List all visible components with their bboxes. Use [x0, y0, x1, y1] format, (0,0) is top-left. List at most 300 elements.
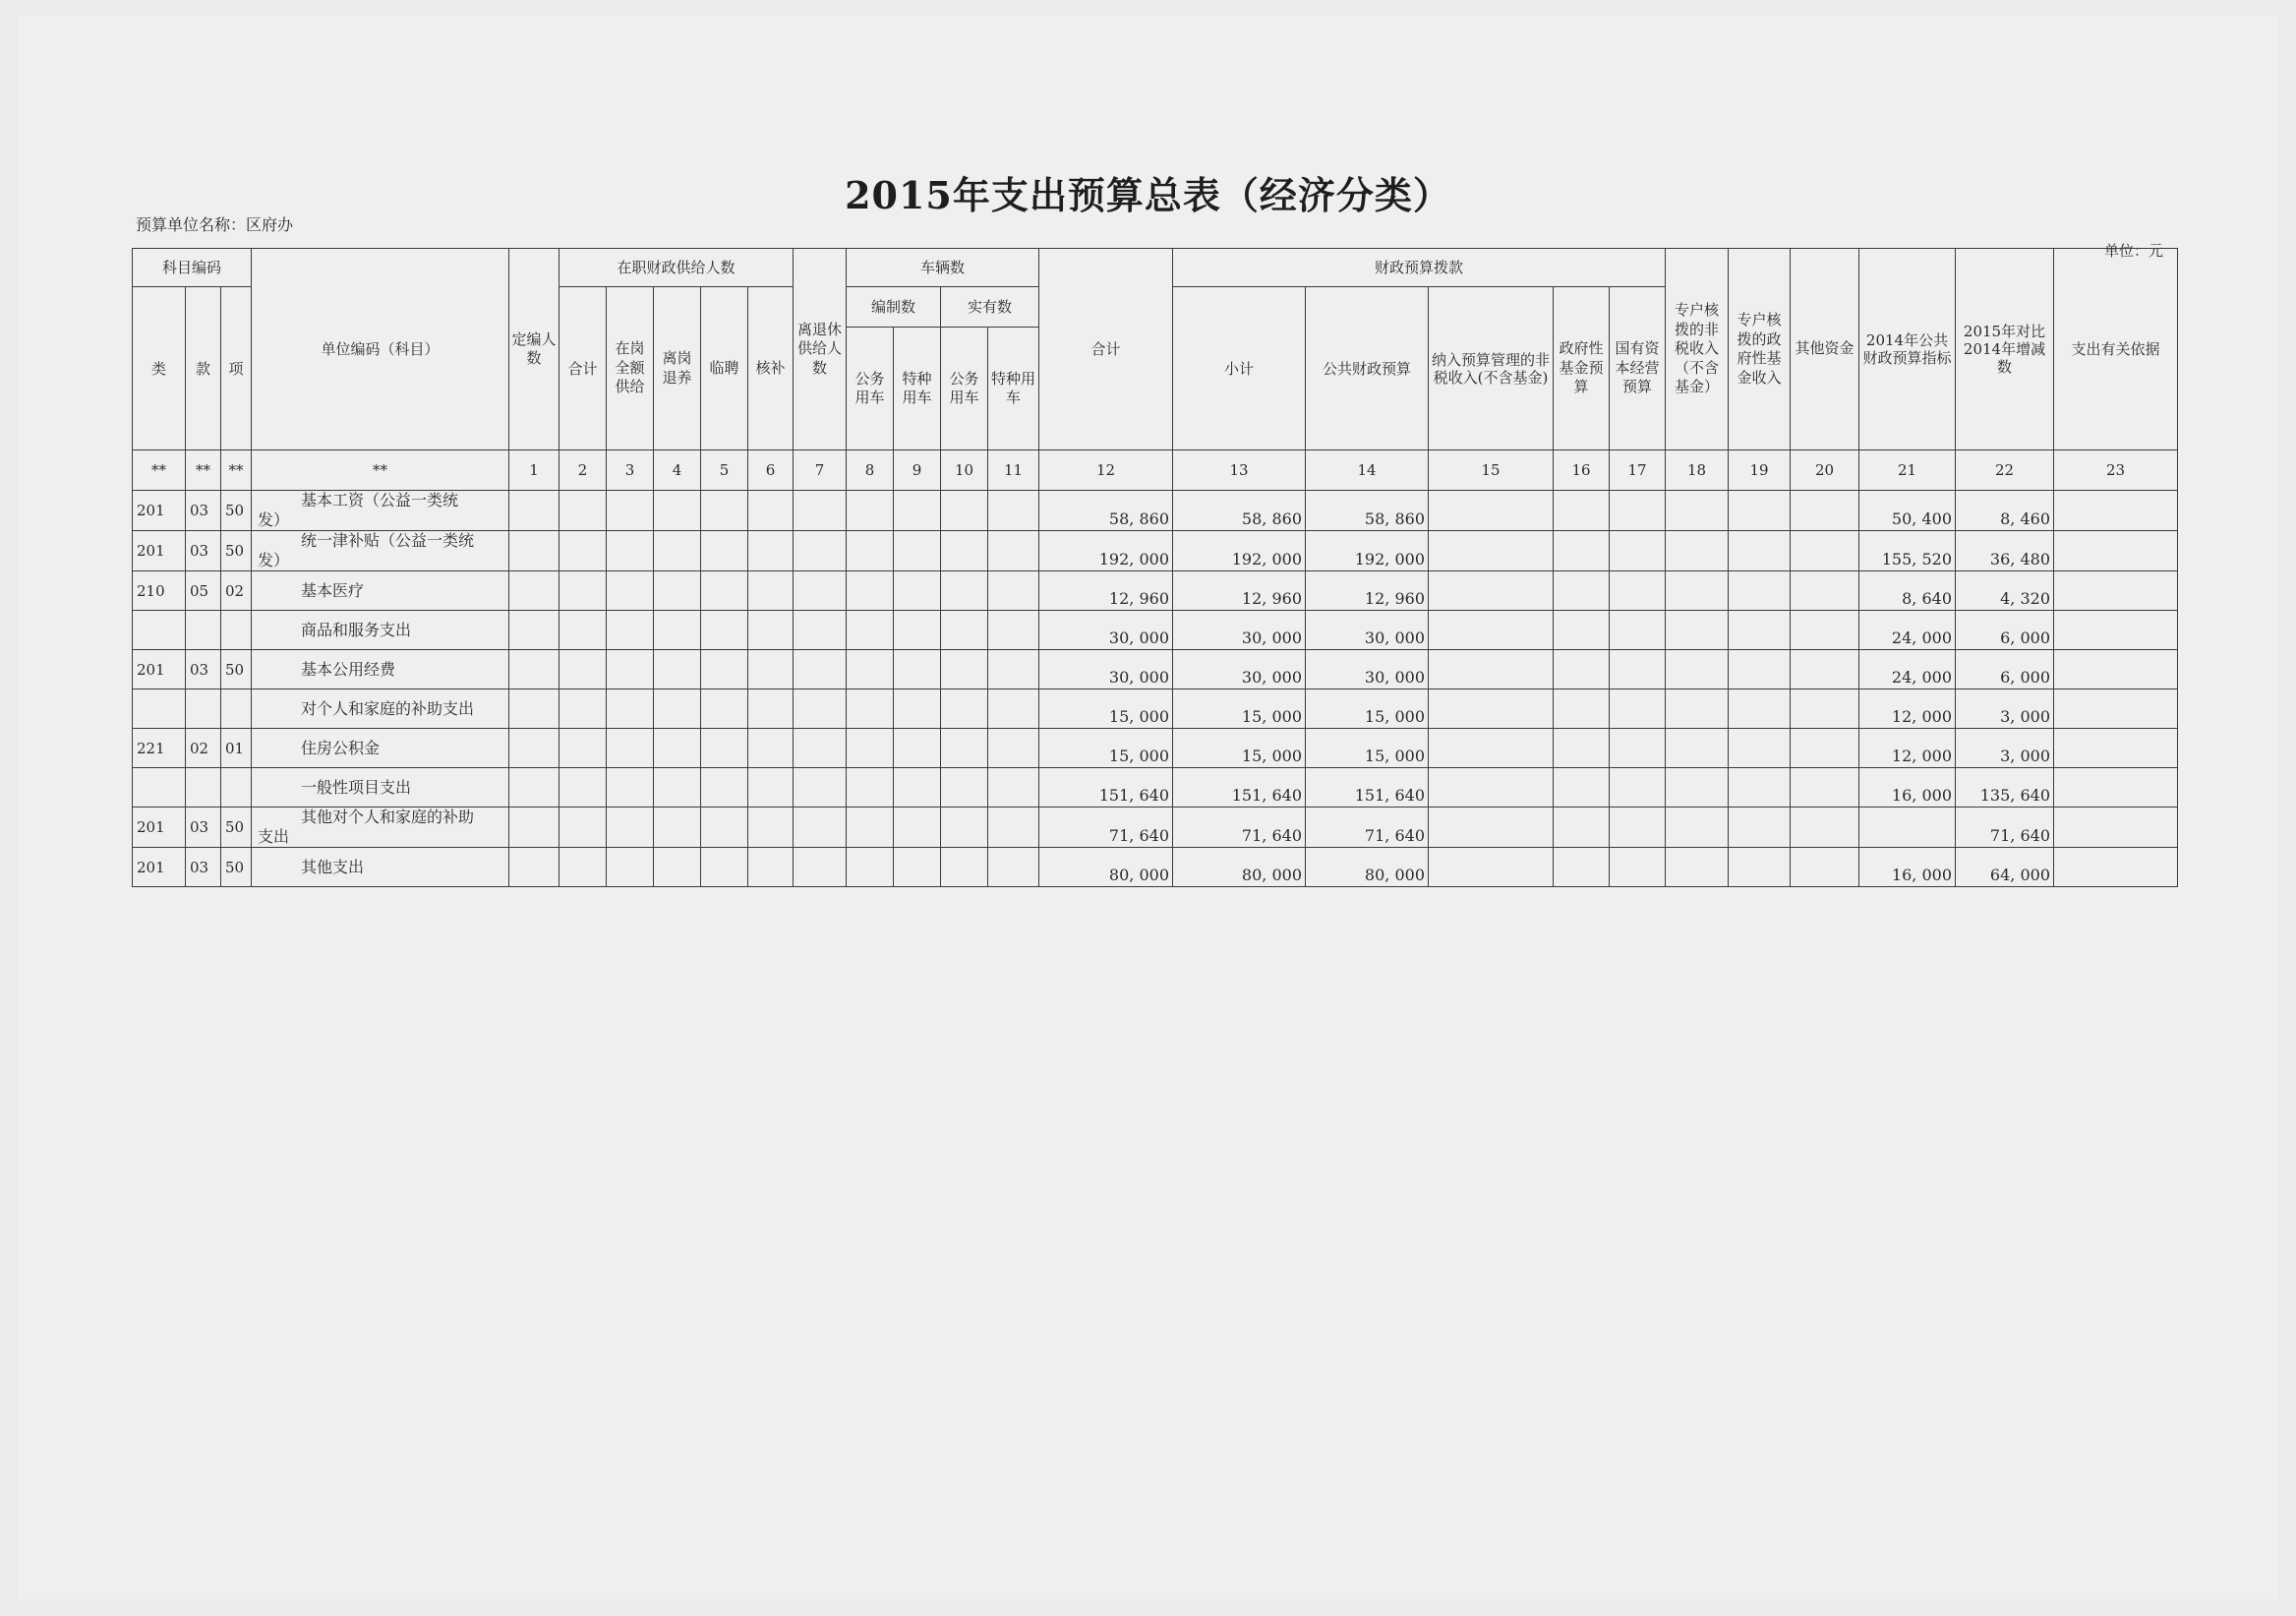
column-number: 22: [1956, 450, 2054, 491]
subtotal-cell: 71, 640: [1173, 808, 1306, 848]
subject-code-header: 科目编码: [133, 249, 252, 287]
fiscal-header: 财政预算拨款: [1173, 249, 1666, 287]
lei-cell: 201: [133, 531, 186, 571]
empty-cell: [1610, 491, 1666, 531]
table-row: [133, 768, 2178, 808]
xiang-cell: 02: [221, 571, 252, 611]
budget-2014-cell: 16, 000: [1859, 848, 1956, 887]
column-number: 9: [894, 450, 941, 491]
subtotal-cell: 15, 000: [1173, 729, 1306, 768]
empty-cell: [1666, 808, 1729, 848]
column-number: 2: [559, 450, 607, 491]
empty-cell: [559, 848, 607, 887]
column-number: 13: [1173, 450, 1306, 491]
empty-cell: [654, 491, 701, 531]
empty-cell: [1666, 611, 1729, 650]
basis-cell: [2054, 531, 2178, 571]
empty-cell: [1791, 729, 1859, 768]
change-2015-header: 2015年对比2014年增减数: [1956, 249, 2054, 450]
empty-cell: [894, 611, 941, 650]
empty-cell: [1610, 689, 1666, 729]
empty-cell: [1554, 768, 1610, 808]
column-number: 19: [1729, 450, 1791, 491]
empty-cell: [941, 650, 988, 689]
basis-cell: [2054, 768, 2178, 808]
empty-cell: [1666, 729, 1729, 768]
kuan-cell: 03: [186, 491, 221, 531]
empty-cell: [607, 729, 654, 768]
public-budget-cell: 58, 860: [1306, 491, 1429, 531]
column-number: 7: [794, 450, 847, 491]
empty-cell: [1666, 689, 1729, 729]
item-name-cell: [252, 848, 509, 887]
table-row: [133, 571, 2178, 611]
empty-cell: [1729, 571, 1791, 611]
on-duty-total-header: 合计: [559, 287, 607, 450]
empty-cell: [1791, 808, 1859, 848]
empty-cell: [894, 808, 941, 848]
empty-cell: [847, 729, 894, 768]
empty-cell: [748, 531, 794, 571]
empty-cell: [654, 768, 701, 808]
on-duty-full-header: 在岗全额供给: [607, 287, 654, 450]
empty-cell: [509, 768, 559, 808]
empty-cell: [847, 689, 894, 729]
empty-cell: [559, 531, 607, 571]
empty-cell: [607, 491, 654, 531]
empty-cell: [794, 689, 847, 729]
empty-cell: [988, 650, 1039, 689]
empty-cell: [1554, 531, 1610, 571]
empty-cell: [1791, 689, 1859, 729]
empty-cell: [509, 531, 559, 571]
public-budget-cell: 192, 000: [1306, 531, 1429, 571]
lei-cell: 201: [133, 491, 186, 531]
vehicles-header: 车辆数: [847, 249, 1039, 287]
public-budget-cell: 80, 000: [1306, 848, 1429, 887]
budget-2014-cell: 8, 640: [1859, 571, 1956, 611]
page-title: 2015年支出预算总表（经济分类）: [845, 173, 1451, 217]
empty-cell: [748, 808, 794, 848]
empty-cell: [1554, 571, 1610, 611]
lei-cell: 201: [133, 808, 186, 848]
subtotal-cell: 151, 640: [1173, 768, 1306, 808]
item-name-cell: [252, 491, 509, 531]
empty-cell: [1729, 611, 1791, 650]
empty-cell: [988, 571, 1039, 611]
public-budget-header: 公共财政预算: [1306, 287, 1429, 450]
budget-2014-cell: 50, 400: [1859, 491, 1956, 531]
change-2015-cell: 6, 000: [1956, 650, 2054, 689]
basis-cell: [2054, 611, 2178, 650]
empty-cell: [1554, 611, 1610, 650]
column-number: 4: [654, 450, 701, 491]
empty-cell: [559, 571, 607, 611]
kuan-header: 款: [186, 287, 221, 450]
empty-cell: [701, 729, 748, 768]
empty-cell: [847, 531, 894, 571]
actual-official-car-header: 公务用车: [941, 328, 988, 450]
empty-cell: [1554, 729, 1610, 768]
empty-cell: [988, 689, 1039, 729]
xiang-cell: 50: [221, 531, 252, 571]
empty-cell: [1729, 491, 1791, 531]
total-cell: 12, 960: [1039, 571, 1173, 611]
empty-cell: [1429, 729, 1554, 768]
empty-cell: [847, 808, 894, 848]
empty-cell: [894, 729, 941, 768]
empty-cell: [748, 729, 794, 768]
budget-unit-name: 预算单位名称：区府办: [136, 215, 294, 234]
table-row: [133, 531, 2178, 571]
on-duty-header: 在职财政供给人数: [559, 249, 794, 287]
gov-fund-header: 政府性基金预算: [1554, 287, 1610, 450]
lei-cell: 210: [133, 571, 186, 611]
empty-cell: [559, 491, 607, 531]
empty-cell: [748, 571, 794, 611]
empty-cell: [941, 611, 988, 650]
empty-cell: [1429, 531, 1554, 571]
basis-cell: [2054, 808, 2178, 848]
item-name: 住房公积金: [301, 738, 381, 757]
item-name: 一般性项目支出: [301, 777, 412, 797]
special-non-tax-header: 专户核拨的非税收入（不含基金）: [1666, 249, 1729, 450]
stars-cell: **: [133, 450, 186, 491]
empty-cell: [894, 848, 941, 887]
empty-cell: [988, 768, 1039, 808]
empty-cell: [509, 571, 559, 611]
empty-cell: [794, 848, 847, 887]
verify-subsidy-header: 核补: [748, 287, 794, 450]
kuan-cell: 02: [186, 729, 221, 768]
total-header: 合计: [1039, 249, 1173, 450]
empty-cell: [654, 808, 701, 848]
basis-header: 支出有关依据: [2054, 249, 2178, 450]
other-funds-header: 其他资金: [1791, 249, 1859, 450]
temp-hire-header: 临聘: [701, 287, 748, 450]
public-budget-cell: 151, 640: [1306, 768, 1429, 808]
empty-cell: [654, 611, 701, 650]
empty-cell: [1610, 650, 1666, 689]
empty-cell: [509, 689, 559, 729]
empty-cell: [559, 689, 607, 729]
empty-cell: [1791, 531, 1859, 571]
empty-cell: [509, 611, 559, 650]
empty-cell: [1729, 531, 1791, 571]
item-name-cell: [252, 531, 509, 571]
empty-cell: [748, 768, 794, 808]
quota-official-car-header: 公务用车: [847, 328, 894, 450]
change-2015-cell: 64, 000: [1956, 848, 2054, 887]
budget-2014-header: 2014年公共财政预算指标: [1859, 249, 1956, 450]
public-budget-cell: 15, 000: [1306, 729, 1429, 768]
subtotal-cell: 58, 860: [1173, 491, 1306, 531]
empty-cell: [794, 729, 847, 768]
item-name-cell: [252, 729, 509, 768]
empty-cell: [654, 531, 701, 571]
empty-cell: [941, 729, 988, 768]
stars-cell: **: [221, 450, 252, 491]
empty-cell: [1554, 689, 1610, 729]
empty-cell: [1666, 768, 1729, 808]
empty-cell: [988, 848, 1039, 887]
empty-cell: [654, 848, 701, 887]
empty-cell: [1554, 848, 1610, 887]
empty-cell: [847, 491, 894, 531]
basis-cell: [2054, 650, 2178, 689]
stars-cell: **: [252, 450, 509, 491]
empty-cell: [607, 808, 654, 848]
xiang-cell: 50: [221, 848, 252, 887]
empty-cell: [894, 650, 941, 689]
empty-cell: [607, 848, 654, 887]
empty-cell: [1610, 531, 1666, 571]
empty-cell: [1791, 571, 1859, 611]
change-2015-cell: 135, 640: [1956, 768, 2054, 808]
lei-cell: 221: [133, 729, 186, 768]
empty-cell: [748, 650, 794, 689]
empty-cell: [509, 491, 559, 531]
xiang-cell: [221, 768, 252, 808]
empty-cell: [1429, 768, 1554, 808]
public-budget-cell: 30, 000: [1306, 650, 1429, 689]
empty-cell: [748, 689, 794, 729]
budget-table: [132, 248, 2178, 887]
subtotal-header: 小计: [1173, 287, 1306, 450]
subtotal-cell: 192, 000: [1173, 531, 1306, 571]
lei-cell: [133, 689, 186, 729]
table-row: [133, 650, 2178, 689]
total-cell: 80, 000: [1039, 848, 1173, 887]
empty-cell: [1729, 650, 1791, 689]
change-2015-cell: 71, 640: [1956, 808, 2054, 848]
empty-cell: [941, 768, 988, 808]
budget-2014-cell: 24, 000: [1859, 650, 1956, 689]
empty-cell: [1791, 491, 1859, 531]
empty-cell: [607, 689, 654, 729]
change-2015-cell: 3, 000: [1956, 729, 2054, 768]
kuan-cell: [186, 611, 221, 650]
item-name-continued: 发）: [258, 510, 290, 529]
total-cell: 30, 000: [1039, 650, 1173, 689]
empty-cell: [988, 531, 1039, 571]
empty-cell: [654, 689, 701, 729]
empty-cell: [701, 848, 748, 887]
empty-cell: [941, 689, 988, 729]
unit-code-header: 单位编码（科目）: [252, 249, 509, 450]
column-number: 8: [847, 450, 894, 491]
item-name: 基本医疗: [301, 580, 365, 600]
item-name: 基本工资（公益一类统: [301, 491, 459, 509]
empty-cell: [941, 491, 988, 531]
retire-post-header: 离岗退养: [654, 287, 701, 450]
empty-cell: [654, 650, 701, 689]
empty-cell: [701, 768, 748, 808]
empty-cell: [607, 768, 654, 808]
column-number: 1: [509, 450, 559, 491]
subtotal-cell: 30, 000: [1173, 650, 1306, 689]
empty-cell: [701, 689, 748, 729]
lei-cell: 201: [133, 650, 186, 689]
empty-cell: [509, 808, 559, 848]
column-number: 20: [1791, 450, 1859, 491]
kuan-cell: 03: [186, 848, 221, 887]
subtotal-cell: 30, 000: [1173, 611, 1306, 650]
column-number: 21: [1859, 450, 1956, 491]
quota-special-car-header: 特种用车: [894, 328, 941, 450]
empty-cell: [1610, 848, 1666, 887]
empty-cell: [1729, 848, 1791, 887]
kuan-cell: [186, 768, 221, 808]
empty-cell: [1666, 650, 1729, 689]
budget-2014-cell: 12, 000: [1859, 689, 1956, 729]
empty-cell: [559, 808, 607, 848]
empty-cell: [794, 611, 847, 650]
table-row: [133, 808, 2178, 848]
special-fund-header: 专户核拨的政府性基金收入: [1729, 249, 1791, 450]
empty-cell: [1429, 611, 1554, 650]
item-name: 统一津补贴（公益一类统: [301, 531, 475, 550]
column-number: 6: [748, 450, 794, 491]
empty-cell: [988, 729, 1039, 768]
kuan-cell: 05: [186, 571, 221, 611]
empty-cell: [701, 491, 748, 531]
state-capital-header: 国有资本经营预算: [1610, 287, 1666, 450]
empty-cell: [847, 571, 894, 611]
item-name: 对个人和家庭的补助支出: [301, 698, 475, 718]
xiang-cell: 50: [221, 491, 252, 531]
change-2015-cell: 3, 000: [1956, 689, 2054, 729]
empty-cell: [1729, 808, 1791, 848]
actual-special-car-header: 特种用车: [988, 328, 1039, 450]
empty-cell: [1610, 571, 1666, 611]
table-row: [133, 848, 2178, 887]
empty-cell: [794, 491, 847, 531]
empty-cell: [794, 531, 847, 571]
total-cell: 15, 000: [1039, 729, 1173, 768]
column-number: 12: [1039, 450, 1173, 491]
empty-cell: [1791, 768, 1859, 808]
budget-2014-cell: 12, 000: [1859, 729, 1956, 768]
change-2015-cell: 36, 480: [1956, 531, 2054, 571]
table-row: [133, 729, 2178, 768]
staff-quota-header: 定编人数: [509, 249, 559, 450]
public-budget-cell: 15, 000: [1306, 689, 1429, 729]
public-budget-cell: 12, 960: [1306, 571, 1429, 611]
subtotal-cell: 80, 000: [1173, 848, 1306, 887]
total-cell: 151, 640: [1039, 768, 1173, 808]
empty-cell: [794, 808, 847, 848]
column-number: 16: [1554, 450, 1610, 491]
empty-cell: [748, 491, 794, 531]
kuan-cell: 03: [186, 650, 221, 689]
public-budget-cell: 71, 640: [1306, 808, 1429, 848]
empty-cell: [847, 650, 894, 689]
column-number: 14: [1306, 450, 1429, 491]
empty-cell: [654, 729, 701, 768]
empty-cell: [1429, 491, 1554, 531]
empty-cell: [988, 808, 1039, 848]
empty-cell: [1791, 611, 1859, 650]
kuan-cell: 03: [186, 808, 221, 848]
empty-cell: [1666, 531, 1729, 571]
lei-header: 类: [133, 287, 186, 450]
empty-cell: [941, 808, 988, 848]
empty-cell: [559, 729, 607, 768]
empty-cell: [794, 768, 847, 808]
item-name-cell: [252, 571, 509, 611]
empty-cell: [1666, 491, 1729, 531]
lei-cell: [133, 768, 186, 808]
empty-cell: [607, 531, 654, 571]
stars-cell: **: [186, 450, 221, 491]
subtotal-cell: 15, 000: [1173, 689, 1306, 729]
empty-cell: [1666, 848, 1729, 887]
empty-cell: [748, 611, 794, 650]
empty-cell: [894, 531, 941, 571]
budget-2014-cell: [1859, 808, 1956, 848]
total-cell: 30, 000: [1039, 611, 1173, 650]
empty-cell: [847, 611, 894, 650]
change-2015-cell: 8, 460: [1956, 491, 2054, 531]
empty-cell: [1429, 848, 1554, 887]
empty-cell: [701, 611, 748, 650]
retired-header: 离退休供给人数: [794, 249, 847, 450]
column-number-row: [133, 450, 2178, 491]
vehicles-quota-header: 编制数: [847, 287, 941, 328]
basis-cell: [2054, 491, 2178, 531]
xiang-header: 项: [221, 287, 252, 450]
total-cell: 192, 000: [1039, 531, 1173, 571]
empty-cell: [894, 491, 941, 531]
item-name: 其他支出: [301, 857, 365, 876]
total-cell: 71, 640: [1039, 808, 1173, 848]
empty-cell: [701, 808, 748, 848]
table-row: [133, 689, 2178, 729]
column-number: 23: [2054, 450, 2178, 491]
table-row: [133, 611, 2178, 650]
empty-cell: [701, 531, 748, 571]
total-cell: 15, 000: [1039, 689, 1173, 729]
column-number: 3: [607, 450, 654, 491]
empty-cell: [701, 571, 748, 611]
item-name: 基本公用经费: [301, 659, 396, 679]
empty-cell: [607, 650, 654, 689]
kuan-cell: [186, 689, 221, 729]
empty-cell: [1429, 808, 1554, 848]
column-number: 15: [1429, 450, 1554, 491]
item-name-continued: 支出: [258, 827, 290, 846]
empty-cell: [1554, 650, 1610, 689]
empty-cell: [559, 768, 607, 808]
empty-cell: [1554, 808, 1610, 848]
empty-cell: [1610, 808, 1666, 848]
currency-unit: 单位：元: [2104, 242, 2164, 260]
column-number: 18: [1666, 450, 1729, 491]
total-cell: 58, 860: [1039, 491, 1173, 531]
basis-cell: [2054, 848, 2178, 887]
xiang-cell: 01: [221, 729, 252, 768]
empty-cell: [654, 571, 701, 611]
xiang-cell: 50: [221, 650, 252, 689]
empty-cell: [1610, 611, 1666, 650]
column-number: 5: [701, 450, 748, 491]
item-name-cell: [252, 611, 509, 650]
column-number: 17: [1610, 450, 1666, 491]
table-row: [133, 491, 2178, 531]
empty-cell: [559, 650, 607, 689]
budget-2014-cell: 24, 000: [1859, 611, 1956, 650]
